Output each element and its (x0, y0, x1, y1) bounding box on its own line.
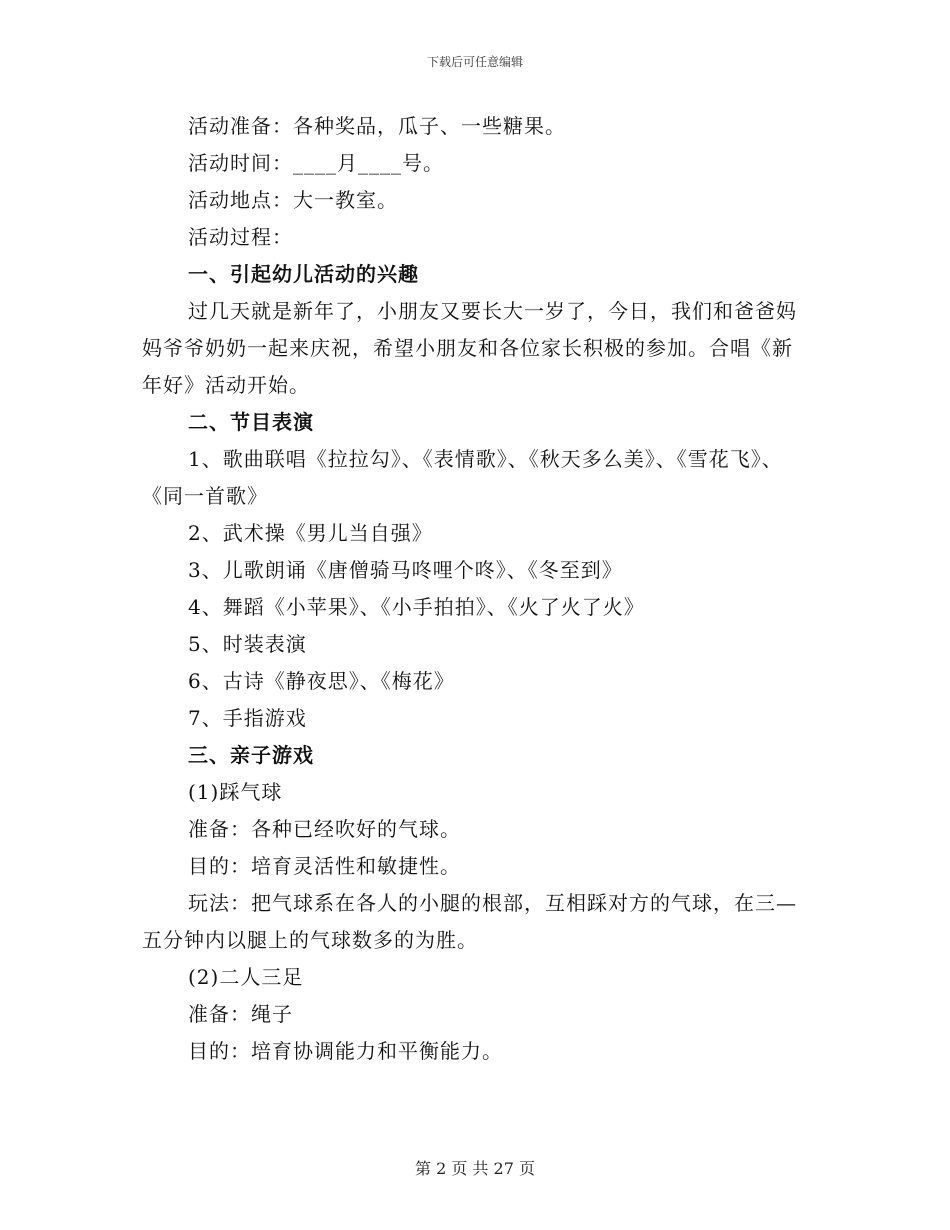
section-heading-3: 三、亲子游戏 (188, 743, 314, 767)
paragraph-location: 活动地点：大一教室。 (188, 188, 398, 212)
game-1-rules: 玩法：把气球系在各人的小腿的根部，互相踩对方的气球，在三—五分钟内以腿上的气球数多的为胜。 (142, 891, 797, 952)
game-2-title: (2)二人三足 (188, 965, 304, 989)
list-item-program-1: 1、歌曲联唱《拉拉勾》、《表情歌》、《秋天多么美》、《雪花飞》、《同一首歌》 (142, 447, 783, 508)
game-1-purpose: 目的：培育灵活性和敏捷性。 (188, 854, 461, 878)
document-body (142, 108, 807, 1070)
list-item-program-4: 4、舞蹈《小苹果》、《小手拍拍》、《火了火了火》 (188, 595, 645, 619)
game-1-preparation: 准备：各种已经吹好的气球。 (188, 817, 461, 841)
list-item-program-7: 7、手指游戏 (188, 706, 307, 730)
paragraph-intro: 过几天就是新年了，小朋友又要长大一岁了，今日，我们和爸爸妈妈爷爷奶奶一起来庆祝，希望小朋友和各位家长积极的参加。合唱《新年好》活动开始。 (142, 299, 797, 397)
list-item-program-6: 6、古诗《静夜思》、《梅花》 (188, 669, 455, 693)
list-item-program-3: 3、儿歌朗诵《唐僧骑马咚哩个咚》、《冬至到》 (188, 558, 623, 582)
section-heading-1: 一、引起幼儿活动的兴趣 (188, 262, 419, 286)
list-item-program-5: 5、时装表演 (188, 632, 307, 656)
list-item-program-2: 2、武术操《男儿当自强》 (188, 521, 433, 545)
paragraph-time: 活动时间：____月____号。 (188, 151, 444, 175)
section-heading-2: 二、节目表演 (188, 410, 314, 434)
paragraph-process: 活动过程： (188, 225, 293, 249)
page-number: 第 2 页 共 27 页 (415, 1159, 535, 1178)
game-2-preparation: 准备：绳子 (188, 1002, 293, 1026)
game-2-purpose: 目的：培育协调能力和平衡能力。 (188, 1039, 503, 1063)
paragraph-preparation: 活动准备：各种奖品，瓜子、一些糖果。 (188, 114, 566, 138)
game-1-title: (1)踩气球 (188, 780, 283, 804)
page-header: 下载后可任意编辑 (426, 55, 523, 69)
